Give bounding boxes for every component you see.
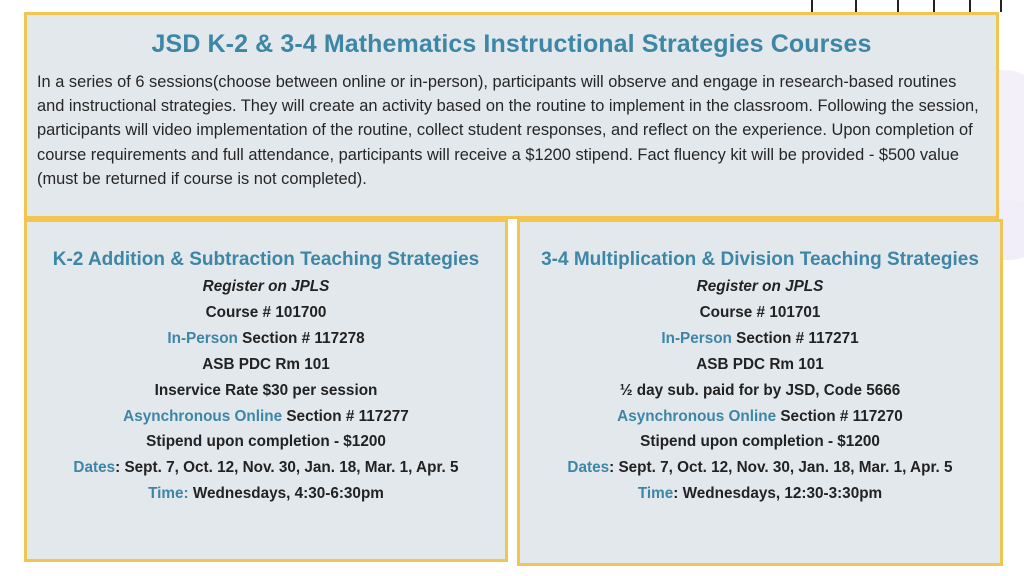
g34-dates-line <box>520 455 1000 481</box>
g34-location: ASB PDC Rm 101 <box>696 355 824 373</box>
course-overview-panel <box>24 12 999 219</box>
k2-course-panel <box>24 219 508 562</box>
g34-inperson-line <box>520 326 1000 352</box>
g34-time-label: Time <box>637 485 674 503</box>
k2-location: ASB PDC Rm 101 <box>202 355 330 373</box>
g34-time-line <box>520 481 1000 507</box>
g34-time-value: : Wednesdays, 12:30-3:30pm <box>673 485 883 503</box>
k2-async-section: Section # 117277 <box>282 407 409 425</box>
page-title: JSD K-2 & 3-4 Mathematics Instructional Strategies Courses <box>151 30 872 58</box>
course-description: In a series of 6 sessions(choose between online or in-person), participants will observe and engage in research-based routines and instructional strategies. They will create an activity based on the routine to implement in the classroom. Following the session, participants will video implementation of the routine, collect student responses, and reflect on the experience. Upon completion of course requirements and full attendance, participants will receive a $1200 stipend. Fact fluency kit will be provided - $500 value (must be returned if course is not completed). <box>37 73 979 188</box>
g34-course-panel <box>517 219 1003 566</box>
k2-dates-value: : Sept. 7, Oct. 12, Nov. 30, Jan. 18, Mar. 1, Apr. 5 <box>115 459 459 477</box>
g34-inperson-section: Section # 117271 <box>731 329 859 347</box>
g34-sub-note: ½ day sub. paid for by JSD, Code 5666 <box>619 381 901 399</box>
k2-async-line <box>27 404 505 430</box>
k2-dates-line <box>27 455 505 481</box>
k2-stipend: Stipend upon completion - $1200 <box>146 433 386 451</box>
k2-course-title: K-2 Addition & Subtraction Teaching Strategies <box>52 249 480 270</box>
k2-inperson-line <box>27 326 505 352</box>
k2-time-value: Wednesdays, 4:30-6:30pm <box>188 485 384 503</box>
g34-register-text: Register on JPLS <box>696 278 824 295</box>
g34-dates-value: : Sept. 7, Oct. 12, Nov. 30, Jan. 18, Mar. 1, Apr. 5 <box>609 459 953 477</box>
g34-dates-label: Dates <box>567 459 610 477</box>
k2-time-line <box>27 481 505 507</box>
g34-course-title: 3-4 Multiplication & Division Teaching Strategies <box>541 249 979 270</box>
k2-register-text: Register on JPLS <box>202 278 330 295</box>
k2-time-label: Time: <box>148 485 189 503</box>
k2-dates-label: Dates <box>73 459 116 477</box>
k2-rate: Inservice Rate $30 per session <box>154 381 378 399</box>
k2-inperson-label: In-Person <box>167 329 238 347</box>
g34-async-line <box>520 404 1000 430</box>
g34-course-number: Course # 101701 <box>699 303 821 321</box>
g34-async-label: Asynchronous Online <box>617 407 777 425</box>
k2-course-number: Course # 101700 <box>205 303 327 321</box>
k2-async-label: Asynchronous Online <box>123 407 283 425</box>
k2-inperson-section: Section # 117278 <box>237 329 365 347</box>
g34-async-section: Section # 117270 <box>776 407 903 425</box>
g34-stipend: Stipend upon completion - $1200 <box>640 433 880 451</box>
g34-inperson-label: In-Person <box>661 329 732 347</box>
